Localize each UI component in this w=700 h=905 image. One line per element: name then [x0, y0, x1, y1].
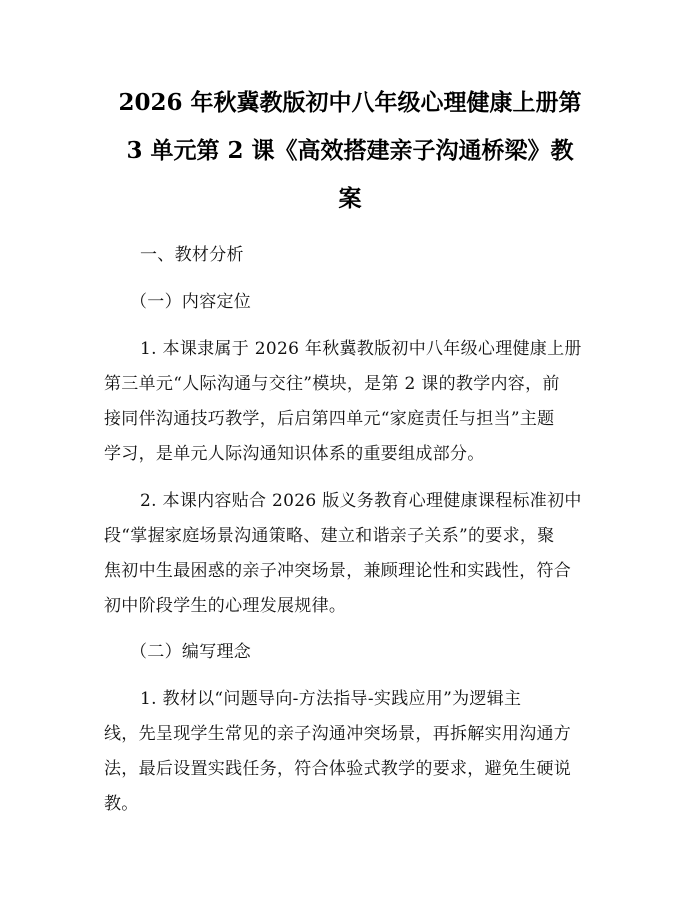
paragraph-line: 学习，是单元人际沟通知识体系的重要组成部分。: [104, 444, 485, 464]
paragraph-line: 接同伴沟通技巧教学，后启第四单元“家庭责任与担当”主题: [104, 409, 555, 429]
paragraph-line: 1. 教材以“问题导向-方法指导-实践应用”为逻辑主: [140, 689, 522, 709]
paragraph-line: 段“掌握家庭场景沟通策略、建立和谐亲子关系”的要求，聚: [104, 526, 555, 546]
paragraph-line: 教。: [104, 794, 139, 814]
paragraph-line: 初中阶段学生的心理发展规律。: [104, 596, 347, 616]
paragraph-line: 焦初中生最困惑的亲子冲突场景，兼顾理论性和实践性，符合: [104, 561, 572, 581]
document-title-line-3: 案: [338, 185, 362, 212]
sub-heading-writing-concept: （二）编写理念: [130, 642, 252, 662]
paragraph-line: 1. 本课隶属于 2026 年秋冀教版初中八年级心理健康上册: [140, 339, 582, 359]
paragraph-line: 第三单元“人际沟通与交往”模块，是第 2 课的教学内容，前: [104, 374, 560, 394]
section-heading-teaching-material-analysis: 一、教材分析: [140, 245, 244, 265]
paragraph-line: 线，先呈现学生常见的亲子沟通冲突场景，再拆解实用沟通方: [104, 724, 572, 744]
sub-heading-content-positioning: （一）内容定位: [130, 292, 252, 312]
paragraph-line: 2. 本课内容贴合 2026 版义务教育心理健康课程标准初中: [140, 491, 582, 511]
document-title-line-2: 3 单元第 2 课《高效搭建亲子沟通桥梁》教: [126, 137, 574, 164]
document-title-line-1: 2026 年秋冀教版初中八年级心理健康上册第: [118, 89, 582, 116]
paragraph-line: 法，最后设置实践任务，符合体验式教学的要求，避免生硬说: [104, 759, 572, 779]
